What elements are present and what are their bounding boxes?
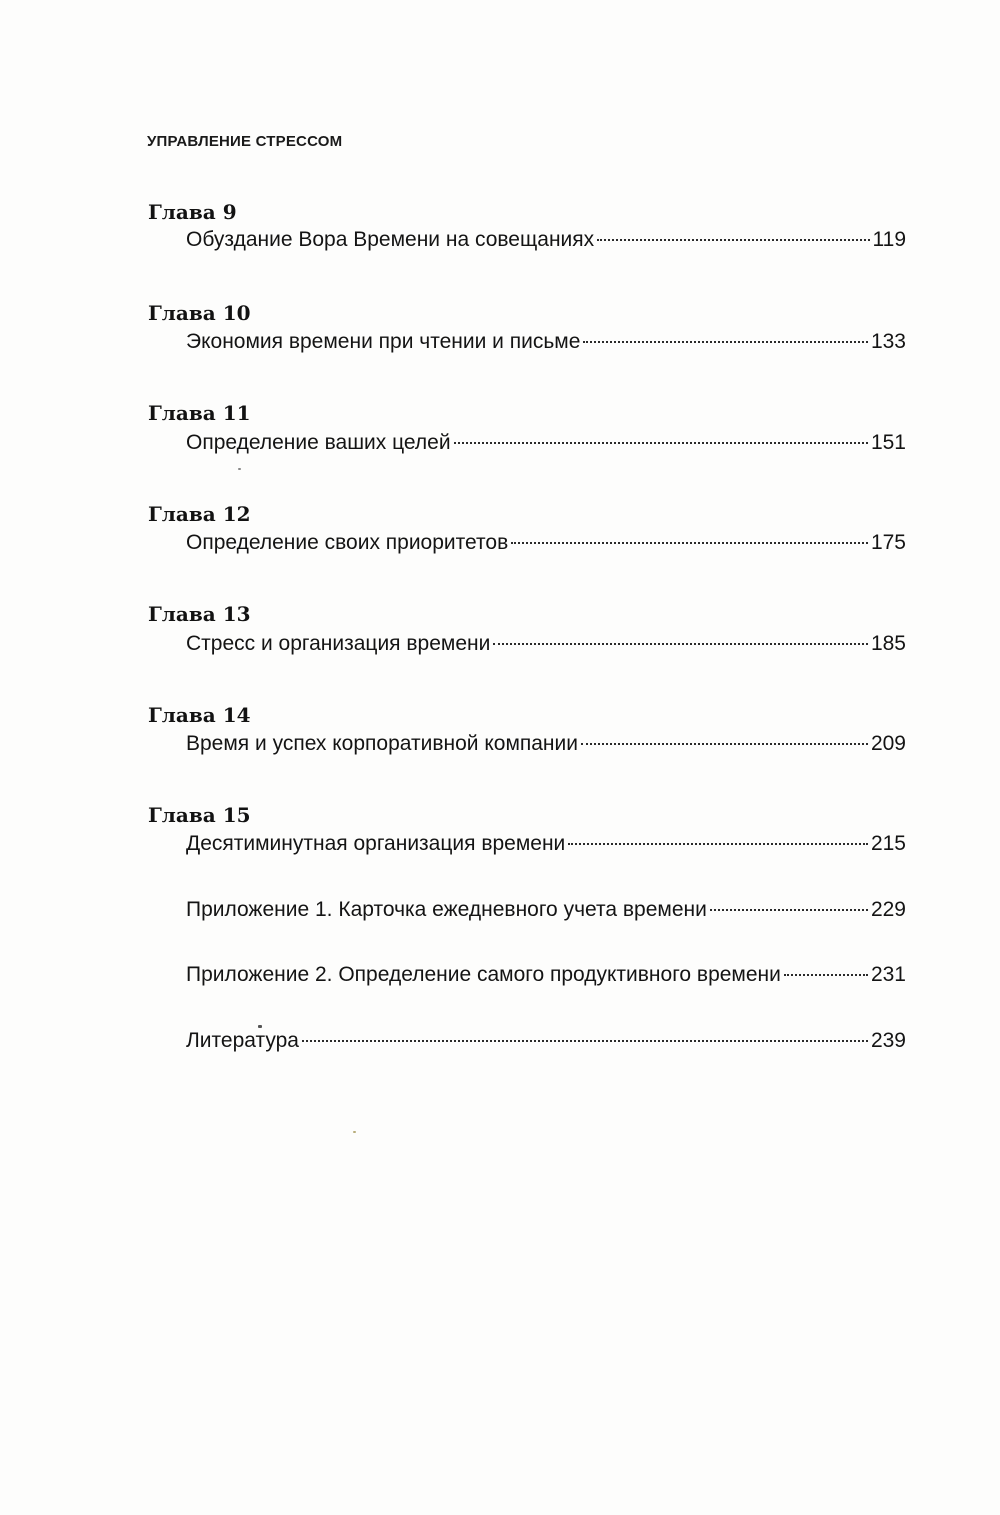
chapter-label: Глава 11 bbox=[148, 401, 251, 425]
chapter-label: Глава 13 bbox=[148, 602, 251, 626]
scan-speck bbox=[238, 468, 241, 470]
dot-leader bbox=[454, 442, 868, 444]
toc-entry bbox=[186, 228, 906, 252]
toc-entry bbox=[186, 832, 906, 856]
dot-leader bbox=[302, 1040, 868, 1042]
dot-leader bbox=[710, 909, 868, 911]
dot-leader bbox=[581, 743, 868, 745]
dot-leader bbox=[583, 341, 868, 343]
dot-leader bbox=[597, 239, 869, 241]
toc-entry-title: Определение ваших целей bbox=[186, 431, 451, 454]
toc-entry-title: Приложение 1. Карточка ежедневного учета времени bbox=[186, 898, 707, 921]
dot-leader bbox=[784, 974, 868, 976]
toc-entry-page: 133 bbox=[870, 330, 906, 353]
toc-entry-title: Экономия времени при чтении и письме bbox=[186, 330, 581, 353]
toc-entry-title: Литература bbox=[186, 1029, 299, 1052]
toc-entry bbox=[186, 732, 906, 756]
toc-entry bbox=[186, 531, 906, 555]
toc-entry-page: 215 bbox=[870, 832, 906, 855]
chapter-label: Глава 10 bbox=[148, 301, 251, 325]
toc-entry-page: 229 bbox=[870, 898, 906, 921]
toc-bibliography-entry bbox=[186, 1029, 906, 1053]
toc-entry-title: Десятиминутная организация времени bbox=[186, 832, 566, 855]
toc-entry bbox=[186, 632, 906, 656]
chapter-label: Глава 15 bbox=[148, 803, 251, 827]
toc-entry-page: 239 bbox=[870, 1029, 906, 1052]
toc-entry-title: Приложение 2. Определение самого продуктивного времени bbox=[186, 963, 781, 986]
toc-entry bbox=[186, 431, 906, 455]
scan-speck bbox=[353, 1131, 356, 1133]
toc-entry-page: 185 bbox=[870, 632, 906, 655]
toc-appendix-entry bbox=[186, 898, 906, 922]
dot-leader bbox=[493, 643, 868, 645]
toc-entry-title: Определение своих приоритетов bbox=[186, 531, 509, 554]
toc-entry-title: Стресс и организация времени bbox=[186, 632, 491, 655]
scan-speck bbox=[258, 1025, 262, 1028]
dot-leader bbox=[568, 843, 868, 845]
chapter-label: Глава 12 bbox=[148, 502, 251, 526]
toc-entry-title: Обуздание Вора Времени на совещаниях bbox=[186, 228, 595, 251]
dot-leader bbox=[511, 542, 868, 544]
toc-appendix-entry bbox=[186, 963, 906, 987]
chapter-label: Глава 14 bbox=[148, 703, 251, 727]
toc-entry-page: 209 bbox=[870, 732, 906, 755]
toc-entry bbox=[186, 330, 906, 354]
toc-entry-page: 151 bbox=[870, 431, 906, 454]
chapter-label: Глава 9 bbox=[148, 200, 237, 224]
toc-entry-title: Время и успех корпоративной компании bbox=[186, 732, 578, 755]
running-header: УПРАВЛЕНИЕ СТРЕССОМ bbox=[147, 133, 343, 150]
toc-entry-page: 119 bbox=[872, 228, 906, 251]
toc-entry-page: 231 bbox=[870, 963, 906, 986]
toc-entry-page: 175 bbox=[870, 531, 906, 554]
